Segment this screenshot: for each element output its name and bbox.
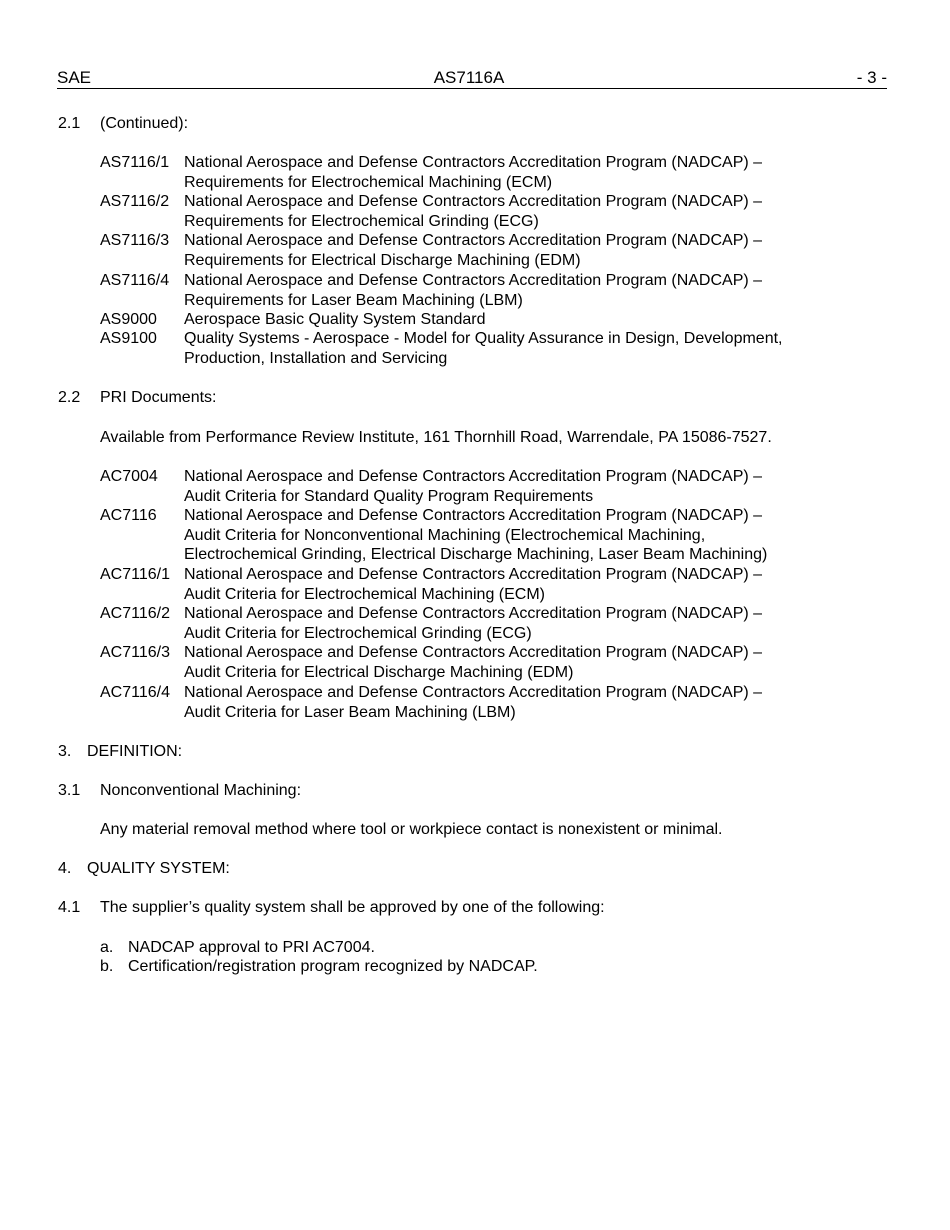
reference-title-line: National Aerospace and Defense Contractors Accreditation Program (NADCAP) – [184, 507, 763, 524]
reference-title [184, 565, 864, 604]
reference-title [184, 683, 864, 722]
reference-title-line: National Aerospace and Defense Contractors Accreditation Program (NADCAP) – [184, 605, 763, 622]
header-page-number: - 3 - [856, 68, 887, 87]
reference-title-line: National Aerospace and Defense Contractors Accreditation Program (NADCAP) – [184, 272, 763, 289]
reference-code: AS9000 [100, 311, 157, 328]
reference-title-line: Electrochemical Grinding, Electrical Discharge Machining, Laser Beam Machining) [184, 546, 768, 564]
reference-title-line: Audit Criteria for Standard Quality Program Requirements [184, 487, 594, 505]
list-marker: a. [100, 939, 114, 956]
reference-title-line: Audit Criteria for Electrochemical Grinding (ECG) [184, 624, 532, 642]
reference-title-line: Requirements for Electrochemical Machining (ECM) [184, 173, 553, 191]
header-organization: SAE [57, 68, 92, 87]
section-title-4-1: The supplier’s quality system shall be approved by one of the following: [100, 899, 605, 916]
reference-code: AS7116/3 [100, 232, 170, 249]
page-header [57, 68, 887, 89]
reference-title-line: Requirements for Electrical Discharge Machining (EDM) [184, 251, 581, 269]
section-number-4: 4. [58, 860, 72, 877]
reference-title [184, 604, 864, 643]
section-number-4-1: 4.1 [58, 899, 81, 916]
reference-title [184, 643, 864, 682]
reference-code: AC7004 [100, 468, 158, 485]
reference-code: AS7116/4 [100, 272, 170, 289]
reference-title-line: National Aerospace and Defense Contractors Accreditation Program (NADCAP) – [184, 193, 763, 210]
reference-title-line: Audit Criteria for Laser Beam Machining (LBM) [184, 703, 516, 721]
reference-code: AC7116/3 [100, 644, 170, 661]
reference-title-line: National Aerospace and Defense Contractors Accreditation Program (NADCAP) – [184, 154, 763, 171]
reference-code: AC7116/1 [100, 566, 170, 583]
reference-title-line: Audit Criteria for Electrical Discharge Machining (EDM) [184, 663, 574, 681]
availability-note: Available from Performance Review Institute, 161 Thornhill Road, Warrendale, PA 15086-7527. [100, 429, 772, 446]
list-marker: b. [100, 958, 114, 975]
reference-title-line: Aerospace Basic Quality System Standard [184, 311, 486, 328]
reference-title-line: National Aerospace and Defense Contractors Accreditation Program (NADCAP) – [184, 566, 763, 583]
definition-text: Any material removal method where tool or workpiece contact is nonexistent or minimal. [100, 821, 723, 838]
reference-title [184, 271, 864, 310]
reference-code: AS7116/1 [100, 154, 170, 171]
reference-title-line: National Aerospace and Defense Contractors Accreditation Program (NADCAP) – [184, 468, 763, 485]
section-title-2-2: PRI Documents: [100, 389, 217, 406]
reference-title-line: Audit Criteria for Nonconventional Machining (Electrochemical Machining, [184, 526, 706, 544]
list-item: NADCAP approval to PRI AC7004. [128, 939, 375, 956]
reference-title-line: National Aerospace and Defense Contractors Accreditation Program (NADCAP) – [184, 232, 763, 249]
reference-title [184, 506, 864, 565]
reference-code: AC7116 [100, 507, 157, 524]
header-document-number: AS7116A [433, 68, 505, 87]
reference-title [184, 153, 864, 192]
reference-title-line: Audit Criteria for Electrochemical Machining (ECM) [184, 585, 545, 603]
reference-code: AC7116/2 [100, 605, 170, 622]
reference-title [184, 231, 864, 270]
reference-title [184, 329, 864, 368]
reference-title-line: National Aerospace and Defense Contractors Accreditation Program (NADCAP) – [184, 684, 763, 701]
reference-title-line: Production, Installation and Servicing [184, 349, 448, 367]
section-number-3: 3. [58, 743, 72, 760]
reference-code: AS9100 [100, 330, 157, 347]
reference-title-line: Requirements for Laser Beam Machining (LBM) [184, 291, 523, 309]
reference-code: AC7116/4 [100, 684, 170, 701]
section-number-2-2: 2.2 [58, 389, 81, 406]
reference-title [184, 192, 864, 231]
section-number-2-1: 2.1 [58, 115, 81, 132]
reference-title [184, 310, 864, 330]
section-title-2-1: (Continued): [100, 115, 189, 132]
reference-title-line: Requirements for Electrochemical Grinding (ECG) [184, 212, 539, 230]
reference-title-line: Quality Systems - Aerospace - Model for Quality Assurance in Design, Development, [184, 330, 783, 347]
section-title-4: QUALITY SYSTEM: [87, 860, 230, 877]
reference-code: AS7116/2 [100, 193, 170, 210]
section-title-3: DEFINITION: [87, 743, 183, 760]
section-number-3-1: 3.1 [58, 782, 81, 799]
section-title-3-1: Nonconventional Machining: [100, 782, 302, 799]
reference-title-line: National Aerospace and Defense Contractors Accreditation Program (NADCAP) – [184, 644, 763, 661]
list-item: Certification/registration program recognized by NADCAP. [128, 958, 538, 975]
reference-title [184, 467, 864, 506]
